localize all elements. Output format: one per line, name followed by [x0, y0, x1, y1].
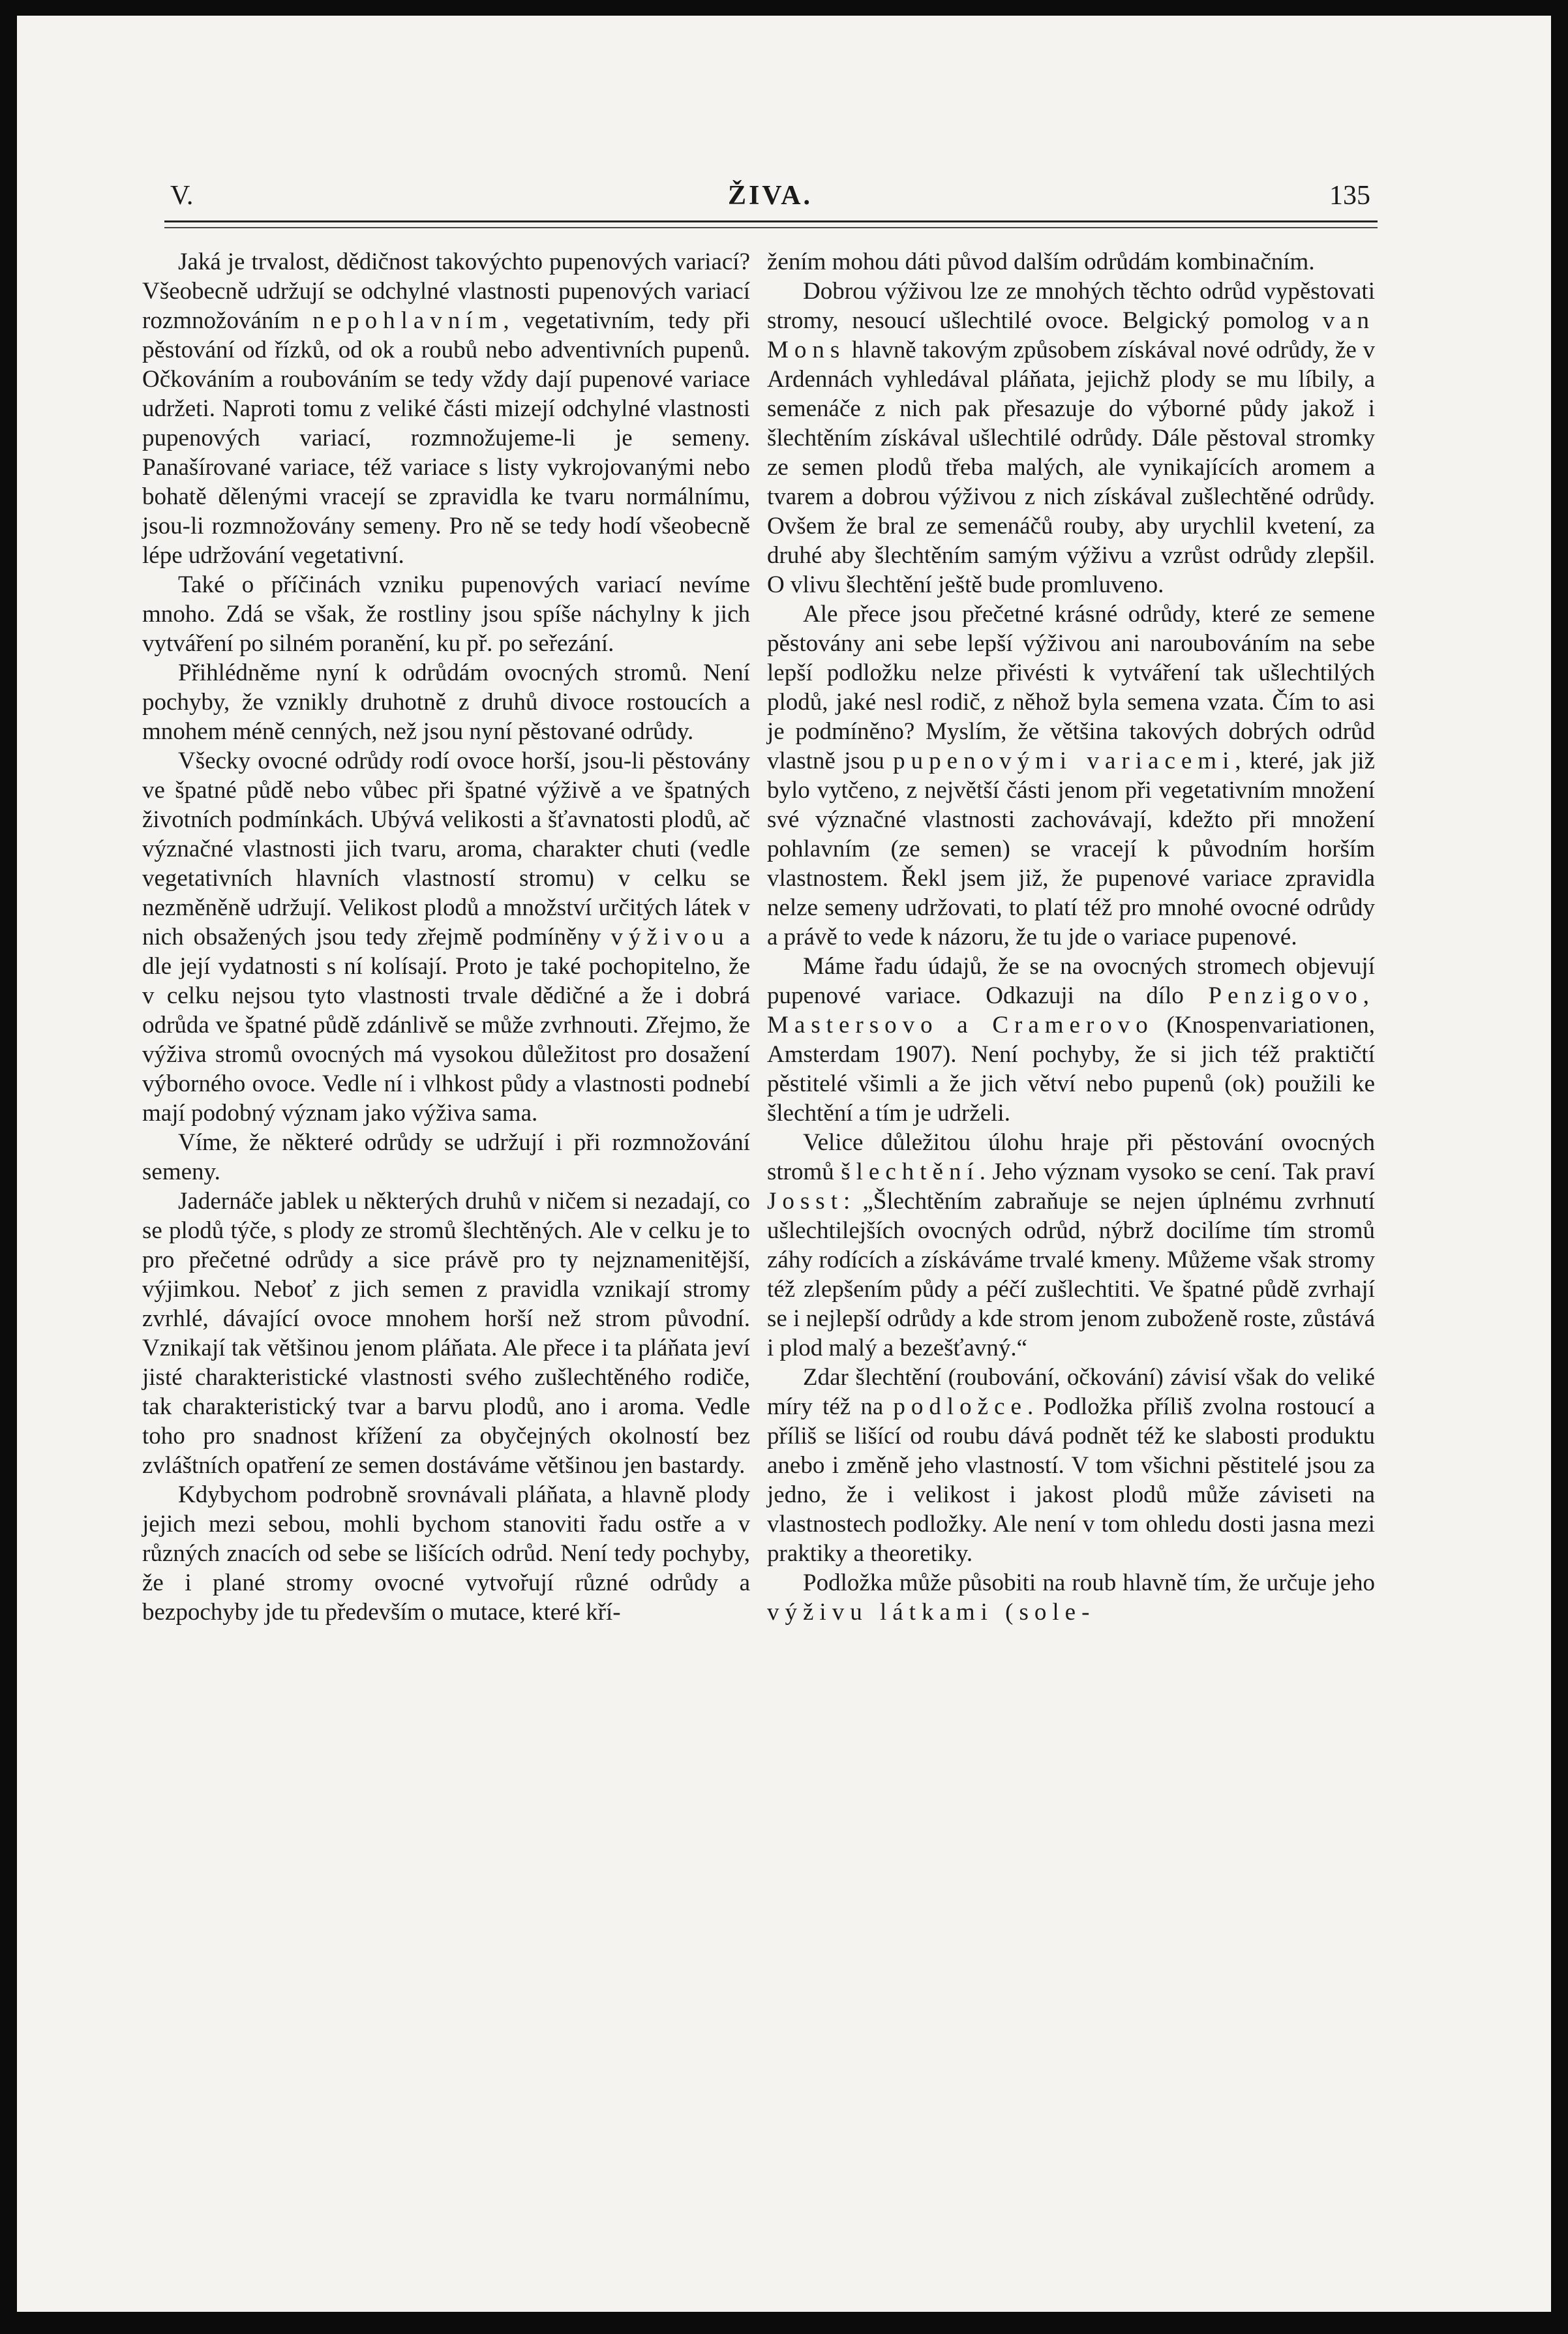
spaced-emphasis-text: šlechtění — [841, 1159, 980, 1185]
page-header — [170, 180, 1370, 219]
text-run: Dobrou výživou lze ze mnohých těchto odrůd vypěstovati stromy, nesoucí ušlechtilé ovoce. Belgický pomolog — [767, 278, 1375, 334]
spaced-emphasis-text: nepohlavním — [312, 307, 504, 334]
spaced-emphasis-text: pupenovými variacemi — [893, 748, 1235, 774]
text-run: . Podložka příliš zvolna rostoucí a příliš se lišící od roubu dává podnět též ke slabosti produktu anebo i změně jeho vlastností. V tom všichni pěstitelé jsou za jedno, že i velikost i jakost plodů může záviseti na vlastnostech podložky. Ale není v tom ohledu dosti jasna mezi praktiky a theoretiky. — [767, 1393, 1375, 1567]
text-run: Podložka může působiti na roub hlavně tím, že určuje jeho — [803, 1569, 1375, 1596]
spaced-emphasis-text: Penzigovo, Mastersovo a Cramerovo — [767, 982, 1375, 1038]
journal-title: ŽIVA. — [727, 181, 813, 211]
text-run: Jadernáče jablek u některých druhů v ničem si nezadají, co se plodů týče, s plody ze stromů šlechtěných. Ale v celku je to pro přečetné odrůdy a sice právě pro ty nejznamenitější, výjimkou. Neboť z jich semen z pravidla vznikají stromy zvrhlé, dávající ovoce mnohem horší než strom původní. Vznikají tak většinou jenom pláňata. Ale přece i ta pláňata jeví jisté charakteristické vlastnosti svého zušlechtěného rodiče, tak charakteristický tvar a barvu plodů, ano i aroma. Vedle toho pro snadnost křížení za obyčejných okolností bez zvláštních opatření ze semen dostáváme většinou jen bastardy. — [142, 1188, 750, 1479]
text-run: (Knospenvariationen, Amsterdam 1907). Není pochyby, že si jich též praktičtí pěstitelé všimli a že jich větví nebo pupenů (ok) použili ke šlechtění a tím je udrželi. — [767, 1012, 1375, 1127]
text-run: Velice důležitou úlohu hraje při pěstování ovocných stromů — [767, 1129, 1375, 1185]
text-run: žením mohou dáti původ dalším odrůdám kombinačním. — [767, 249, 1315, 275]
paragraph — [767, 1128, 1375, 1363]
header-rule — [164, 220, 1378, 228]
spaced-emphasis-text: podložce — [893, 1393, 1027, 1420]
paragraph — [142, 746, 750, 1128]
journal-page — [17, 16, 1551, 2312]
paragraph — [767, 952, 1375, 1128]
paragraph — [767, 247, 1375, 277]
text-run: , které, jak již bylo vytčeno, z největší části jenom při vegetativním množení své význačné vlastnosti zachovávají, kdežto při množení pohlavním (ze semen) se vracejí k původním horším vlastnostem. Řekl jsem již, že pupenové variace zpravidla nelze semeny udržovati, to platí též pro mnohé ovocné odrůdy a právě to vede k názoru, že tu jde o variace pupenové. — [767, 748, 1375, 950]
text-run: Jaká je trvalost, dědičnost takovýchto pupenových variací? Všeobecně udržují se odchylné vlastnosti pupenových variací rozmnožováním — [142, 249, 750, 334]
text-run: hlavně takovým způsobem získával nové odrůdy, že v Ardennách vyhledával pláňata, jejichž plody se mu líbily, a semenáče z nich pak přesazuje do výborné půdy jakož i šlechtěním získával ušlechtilé odrůdy. Dále pěstoval stromky ze semen plodů třeba malých, ale vynikajících aromem a tvarem a dobrou výživou z nich získával zušlechtěné odrůdy. Ovšem že bral ze semenáčů rouby, aby urychlil kvetení, za druhé aby šlechtěním samým výživu a vzrůst odrůdy zlepšil. O vlivu šlechtění ještě bude promluveno. — [767, 337, 1375, 598]
spaced-emphasis-text: výživu látkami (sole- — [767, 1599, 1096, 1626]
text-run: : „Šlechtěním zabraňuje se nejen úplnému zvrhnutí ušlechtilejších ovocných odrůd, nýbrž docilíme tím stromů záhy rodících a získáváme trvalé kmeny. Můžeme však stromy též zlepšením půdy a péčí zušlechtiti. Ve špatné půdě zvrhají se i nejlepší odrůdy a kde strom jenom zuboženě roste, zůstává i plod malý a bezešťavný.“ — [767, 1188, 1375, 1361]
paragraph — [767, 277, 1375, 599]
text-run: Přihlédněme nyní k odrůdám ovocných stromů. Není pochyby, že vznikly druhotně z druhů divoce rostoucích a mnohem méně cenných, než jsou nyní pěstované odrůdy. — [142, 659, 750, 745]
spaced-emphasis-text: Josst — [767, 1188, 843, 1215]
paragraph — [767, 1363, 1375, 1568]
page-number: 135 — [1329, 181, 1370, 211]
paragraph — [142, 247, 750, 570]
text-run: Víme, že některé odrůdy se udržují i při rozmnožování semeny. — [142, 1129, 750, 1185]
paragraph — [142, 1128, 750, 1187]
paragraph — [767, 599, 1375, 952]
text-run: a dle její vydatnosti s ní kolísají. Proto je také pochopitelno, že v celku nejsou tyto vlastnosti trvale dědičné a že i dobrá odrůda ve špatné půdě zdánlivě se může zvrhnouti. Zřejmo, že výživa stromů ovocných má vysokou důležitost pro dosažení výborného ovoce. Vedle ní i vlhkost půdy a vlastnosti podnebí mají podobný význam jako výživa sama. — [142, 924, 750, 1127]
text-run: . Jeho význam vysoko se cení. Tak praví — [979, 1159, 1375, 1185]
text-run: Kdybychom podrobně srovnávali pláňata, a hlavně plody jejich mezi sebou, mohli bychom stanoviti řadu ostře a v různých znacích od sebe se lišících odrůd. Není tedy pochyby, že i plané stromy ovocné vytvořují různé odrůdy a bezpochyby jde tu především o mutace, které kří- — [142, 1481, 750, 1626]
volume-number: V. — [170, 181, 194, 211]
text-run: Také o příčinách vzniku pupenových variací nevíme mnoho. Zdá se však, že rostliny jsou spíše náchylny k jich vytváření po silném poranění, ku př. po seřezání. — [142, 571, 750, 657]
right-column — [767, 247, 1375, 1627]
text-run: Máme řadu údajů, že se na ovocných stromech objevují pupenové variace. Odkazuji na dílo — [767, 953, 1375, 1009]
text-run: , vegetativním, tedy při pěstování od řízků, od ok a roubů nebo adventivních pupenů. Očkováním a roubováním se tedy vždy dají pupenové variace udržeti. Naproti tomu z veliké části mizejí odchylné vlastnosti pupenových variací, rozmnožujeme-li je semeny. Panašírované variace, též variace s listy vykrojovanými nebo bohatě dělenými vracejí se zpravidla ke tvaru normálnímu, jsou-li rozmnožovány semeny. Pro ně se tedy hodí všeobecně lépe udržování vegetativní. — [142, 307, 750, 569]
text-run: Zdar šlechtění (roubování, očkování) závisí však do veliké míry též na — [767, 1364, 1375, 1420]
paragraph — [142, 1480, 750, 1627]
paragraph — [767, 1568, 1375, 1627]
spaced-emphasis-text: van Mons — [767, 307, 1375, 363]
text-run: Ale přece jsou přečetné krásné odrůdy, které ze semene pěstovány ani sebe lepší výživou ani naroubováním na sebe lepší podložku nelze přivésti k vytváření tak ušlechtilých plodů, jaké nesl rodič, z něhož byla semena vzata. Čím to asi je podmíněno? Myslím, že většina takových dobrých odrůd vlastně jsou — [767, 601, 1375, 774]
spaced-emphasis-text: výživou — [611, 924, 730, 950]
left-column — [142, 247, 750, 1627]
paragraph — [142, 658, 750, 746]
paragraph — [142, 1187, 750, 1480]
text-run: Všecky ovocné odrůdy rodí ovoce horší, jsou-li pěstovány ve špatné půdě nebo vůbec při špatné výživě a ve špatných životních podmínkách. Ubývá velikosti a šťavnatosti plodů, ač význačné vlastnosti jich tvaru, aroma, charakter chuti (vedle vegetativních hlavních vlastností stromu) v celku se nezměněně udržují. Velikost plodů a množství určitých látek v nich obsažených jsou tedy zřejmě podmíněny — [142, 748, 750, 950]
paragraph — [142, 570, 750, 658]
